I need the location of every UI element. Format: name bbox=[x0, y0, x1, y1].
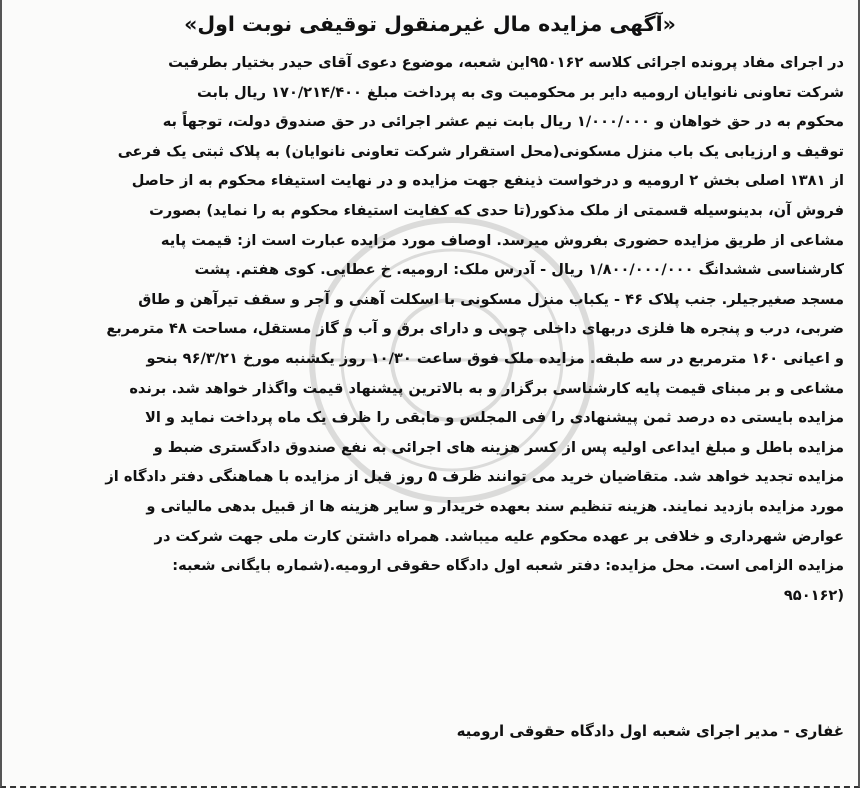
notice-line: از ۱۳۸۱ اصلی بخش ۲ ارومیه و درخواست ذینفع جهت مزایده و در نهایت استیفاء محکوم به از حاصل bbox=[131, 172, 844, 190]
notice-line: در اجرای مفاد پرونده اجرائی کلاسه ۹۵۰۱۶۲این شعبه، موضوع دعوی آقای حیدر بختیار بطرفیت bbox=[168, 54, 844, 71]
notice-signature: غفاری - مدیر اجرای شعبه اول دادگاه حقوقی ارومیه bbox=[456, 722, 844, 740]
notice-line: مشاعی از طریق مزایده حضوری بفروش میرسد. اوصاف مورد مزایده عبارت است از: قیمت پایه bbox=[160, 231, 844, 249]
notice-line: عوارض شهرداری و خلافی بر عهده محکوم علیه میباشد. همراه داشتن کارت ملی جهت شرکت در bbox=[154, 527, 844, 545]
notice-line: مزایده الزامی است. محل مزایده: دفتر شعبه اول دادگاه حقوقی ارومیه.(شماره بایگانی شعبه: bbox=[172, 557, 844, 575]
notice-line: مزایده باطل و مبلغ ایداعی اولیه پس از کسر هزینه های اجرائی به نفع صندوق دادگستری ضبط و bbox=[153, 438, 844, 456]
notice-line: مزایده تجدید خواهد شد. متقاضیان خرید می توانند ظرف ۵ روز قبل از مزایده با هماهنگی دفتر دادگاه از bbox=[105, 468, 844, 486]
notice-line: فروش آن، بدینوسیله قسمتی از ملک مذکور(تا حدی که کفایت استیفاء محکوم به را نماید) بصورت bbox=[149, 201, 844, 219]
notice-line: شرکت تعاونی نانوایان ارومیه دایر بر محکومیت وی به پرداخت مبلغ ۱۷۰/۲۱۴/۴۰۰ ریال بابت bbox=[197, 83, 844, 101]
notice-line: مورد مزایده بازدید نمایند. هزینه تنظیم سند بعهده خریدار و سایر هزینه ها از قبیل بدهی مالیاتی و bbox=[146, 497, 844, 515]
notice-line: ضربی، درب و پنجره ها فلزی دربهای داخلی چوبی و دارای برق و آب و گاز مستقل، مساحت ۴۸ مترمربع bbox=[106, 320, 844, 338]
notice-body bbox=[16, 48, 844, 610]
notice-line: و اعیانی ۱۶۰ مترمربع در سه طبقه. مزایده ملک فوق ساعت ۱۰/۳۰ روز یکشنبه مورخ ۹۶/۳/۲۱ بنحو bbox=[146, 349, 844, 367]
notice-line: مزایده بایستی ده درصد ثمن پیشنهادی را فی المجلس و مابقی را ظرف یک ماه پرداخت نماید و الا bbox=[144, 409, 844, 427]
notice-line: مشاعی و بر مبنای قیمت پایه کارشناسی برگزار و به بالاترین پیشنهاد قیمت واگذار خواهد شد. برنده bbox=[129, 379, 844, 397]
notice-line: مسجد صغیرجیلر. جنب پلاک ۴۶ - یکباب منزل مسکونی با اسکلت آهنی و آجر و سقف تیرآهن و طاق bbox=[138, 290, 844, 308]
notice-line: توقیف و ارزیابی یک باب منزل مسکونی(محل استقرار شرکت تعاونی نانوایان) به پلاک ثبتی یک فرعی bbox=[117, 142, 844, 160]
notice-line: (۹۵۰۱۶۲ bbox=[783, 586, 844, 604]
notice-line: محکوم به در حق خواهان و ۱/۰۰۰/۰۰۰ ریال بابت نیم عشر اجرائی در حق صندوق دولت، توجهاً به bbox=[162, 113, 844, 131]
notice-title: «آگهی مزایده مال غیرمنقول توقیفی نوبت اول» bbox=[184, 12, 676, 36]
notice-line: کارشناسی ششدانگ ۱/۸۰۰/۰۰۰/۰۰۰ ریال - آدرس ملک: ارومیه. خ عطایی. کوی هفتم. پشت bbox=[194, 261, 844, 279]
